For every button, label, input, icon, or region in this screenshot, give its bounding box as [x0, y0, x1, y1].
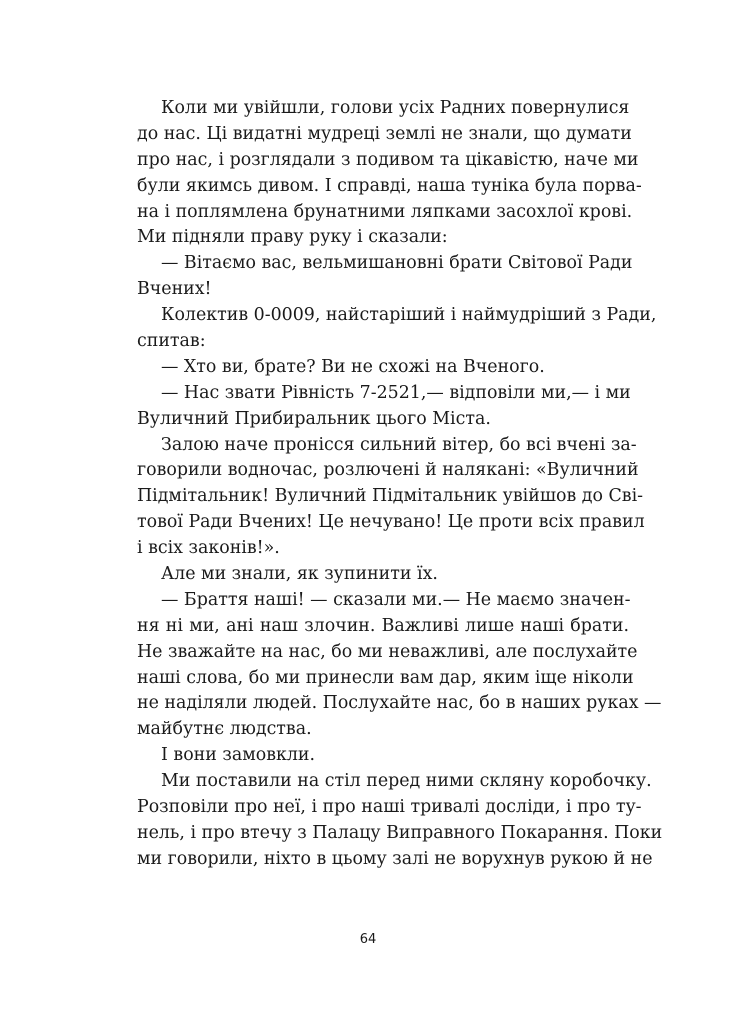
text-line: Колектив 0-0009, найстаріший і наймудріший з Ради,: [161, 305, 657, 326]
text-line: говорили водночас, розлючені й налякані: «Вуличний: [137, 460, 639, 481]
text-line: були якимсь дивом. І справді, наша туніка була порва-: [137, 175, 642, 196]
text-line: на і поплямлена брунатними ляпками засохлої крові.: [137, 201, 633, 222]
text-line: і всіх законів!».: [137, 538, 280, 559]
text-line: — Вітаємо вас, вельмишановні брати Світової Ради: [161, 253, 633, 274]
text-line: Ми поставили на стіл перед ними скляну коробочку.: [161, 771, 652, 792]
text-line: спитав:: [137, 331, 206, 352]
text-line: тової Ради Вчених! Це нечувано! Це проти всіх правил: [137, 512, 645, 533]
text-line: Ми підняли праву руку і сказали:: [137, 227, 448, 248]
text-line: — Хто ви, брате? Ви не схожі на Вченого.: [161, 356, 545, 377]
text-line: — Браття наші! — сказали ми.— Не маємо значен-: [161, 589, 631, 610]
text-line: — Нас звати Рівність 7-2521,— відповіли ми,— і ми: [161, 382, 631, 403]
text-line: не наділяли людей. Послухайте нас, бо в наших руках —: [137, 693, 662, 714]
text-line: І вони замовкли.: [161, 745, 316, 766]
text-line: ми говорили, ніхто в цьому залі не ворухнув рукою й не: [137, 848, 653, 869]
text-line: Розповіли про неї, і про наші тривалі досліди, і про ту-: [137, 797, 642, 818]
page-number: 64: [359, 932, 377, 947]
text-line: до нас. Ці видатні мудреці землі не знали, що думати: [137, 123, 632, 144]
text-line: Вчених!: [137, 279, 212, 300]
text-line: Не зважайте на нас, бо ми неважливі, але послухайте: [137, 641, 638, 662]
text-line: Але ми знали, як зупинити їх.: [161, 564, 438, 585]
text-line: Підмітальник! Вуличний Підмітальник увійшов до Сві-: [137, 486, 644, 507]
text-line: Вуличний Прибиральник цього Міста.: [137, 408, 491, 429]
body-text: [137, 96, 663, 873]
text-line: Залою наче пронісся сильний вітер, бо всі вчені за-: [161, 434, 637, 455]
text-line: наші слова, бо ми принесли вам дар, яким іще ніколи: [137, 667, 634, 688]
text-line: нель, і про втечу з Палацу Виправного Покарання. Поки: [137, 822, 663, 843]
text-line: майбутнє людства.: [137, 719, 312, 740]
text-line: ня ні ми, ані наш злочин. Важливі лише наші брати.: [137, 615, 629, 636]
text-line: про нас, і розглядали з подивом та цікавістю, наче ми: [137, 149, 639, 170]
text-line: Коли ми увійшли, голови усіх Радних повернулися: [161, 98, 630, 118]
